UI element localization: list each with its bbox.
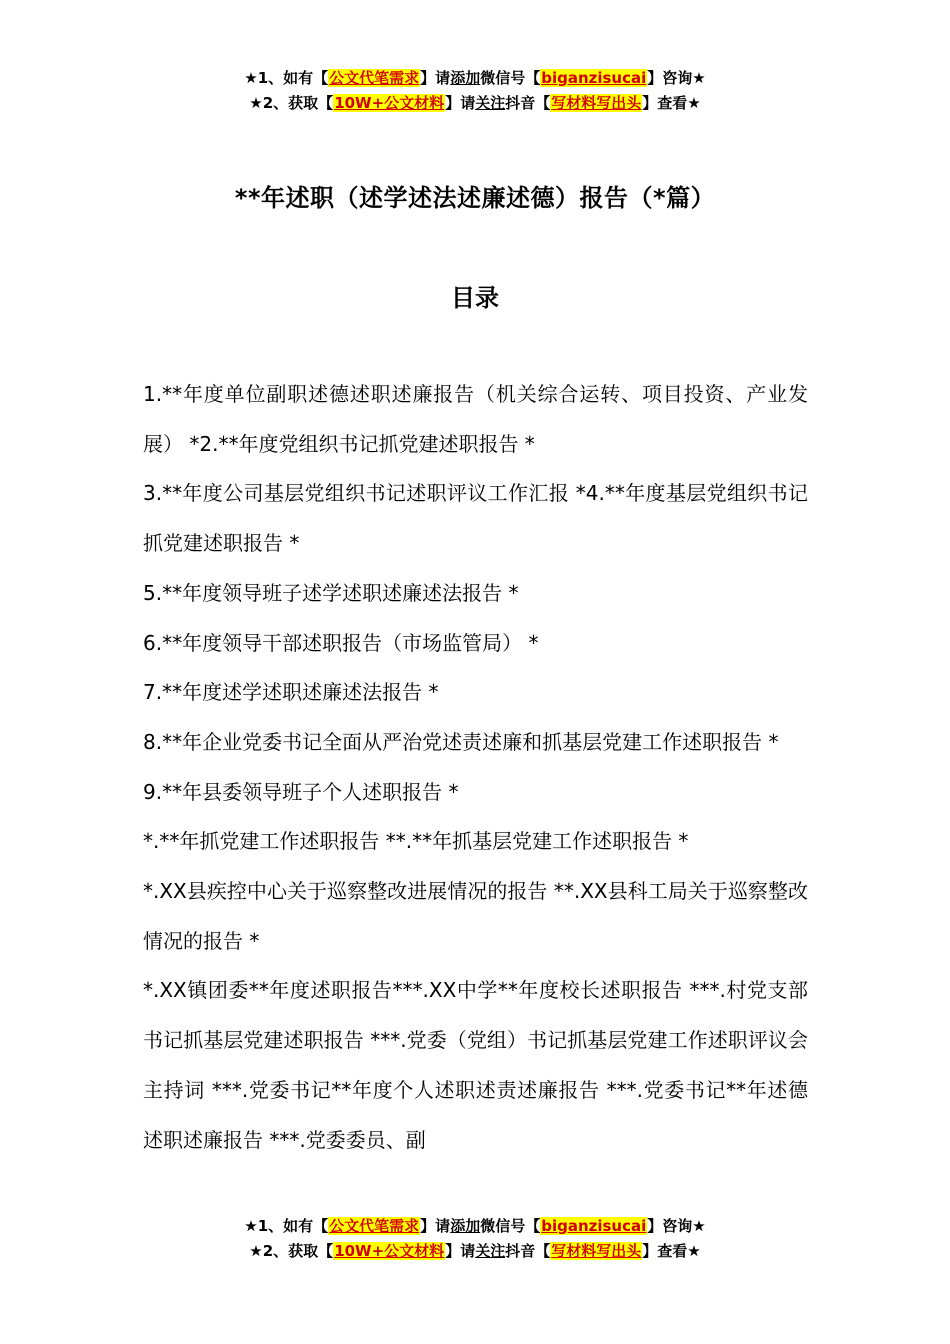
promo-line-1: [0, 1214, 950, 1239]
promo-text: 】咨询★: [647, 1217, 706, 1235]
promo-line-1: [0, 66, 950, 91]
promo-text: 】请: [420, 69, 451, 87]
promo-text: 】查看★: [642, 1242, 701, 1260]
promo-highlight: 公文代笔需求: [329, 69, 420, 87]
toc-entry: 7.**年度述学述职述廉述法报告 *: [143, 680, 439, 705]
promo-text: ★2、获取【: [249, 94, 334, 112]
promo-wechat-id: biganzisucai: [541, 69, 647, 87]
toc-entry: 8.**年企业党委书记全面从严治党述责述廉和抓基层党建工作述职报告 *: [143, 729, 779, 754]
promo-text: 抖音【: [505, 94, 551, 112]
promo-douyin-id: 写材料写出头: [551, 1242, 642, 1260]
promo-text: 】查看★: [642, 94, 701, 112]
promo-underline: 添加: [450, 69, 481, 87]
promo-text: 微信号【: [480, 69, 541, 87]
promo-highlight: 公文代笔需求: [329, 1217, 420, 1235]
promo-text: 抖音【: [505, 1242, 551, 1260]
promo-highlight: 10W+公文材料: [334, 94, 445, 112]
promo-underline: 关注: [475, 94, 506, 112]
promo-underline: 关注: [475, 1242, 506, 1260]
promo-text: ★2、获取【: [249, 1242, 334, 1260]
promo-douyin-id: 写材料写出头: [551, 94, 642, 112]
toc-heading: 目录: [451, 284, 499, 312]
promo-text: 】请: [445, 1242, 476, 1260]
table-of-contents: [143, 370, 808, 1165]
promo-banner-top: [0, 66, 950, 116]
toc-entry: 5.**年度领导班子述学述职述廉述法报告 *: [143, 580, 519, 605]
promo-text: 微信号【: [480, 1217, 541, 1235]
toc-entry: 6.**年度领导干部述职报告（市场监管局） *: [143, 630, 539, 655]
toc-entry: 3.**年度公司基层党组织书记述职评议工作汇报 *4.**年度基层党组织书记抓党建述职报告 *: [143, 481, 808, 556]
document-title: **年述职（述学述法述廉述德）报告（*篇）: [234, 184, 716, 212]
toc-entry: *.XX县疾控中心关于巡察整改进展情况的报告 **.XX县科工局关于巡察整改情况的报告 *: [143, 879, 808, 953]
promo-highlight: 10W+公文材料: [334, 1242, 445, 1260]
promo-line-2: [0, 91, 950, 116]
promo-line-2: [0, 1239, 950, 1264]
promo-text: 】咨询★: [647, 69, 706, 87]
promo-wechat-id: biganzisucai: [541, 1217, 647, 1235]
promo-text: 】请: [445, 94, 476, 112]
toc-entry: 9.**年县委领导班子个人述职报告 *: [143, 779, 459, 804]
toc-entry: *.**年抓党建工作述职报告 **.**年抓基层党建工作述职报告 *: [143, 829, 689, 854]
promo-underline: 添加: [450, 1217, 481, 1235]
promo-banner-bottom: [0, 1214, 950, 1264]
toc-entry: 1.**年度单位副职述德述职述廉报告（机关综合运转、项目投资、产业发展） *2.**年度党组织书记抓党建述职报告 *: [143, 382, 808, 456]
toc-entry: *.XX镇团委**年度述职报告***.XX中学**年度校长述职报告 ***.村党支部书记抓基层党建述职报告 ***.党委（党组）书记抓基层党建工作述职评议会主持词 ***.党委书记**年度个人述职述责述廉报告 ***.党委书记**年述德述职述廉报告 ***.党委委员、副: [143, 978, 808, 1152]
promo-text: 】请: [420, 1217, 451, 1235]
promo-text: ★1、如有【: [244, 69, 329, 87]
promo-text: ★1、如有【: [244, 1217, 329, 1235]
